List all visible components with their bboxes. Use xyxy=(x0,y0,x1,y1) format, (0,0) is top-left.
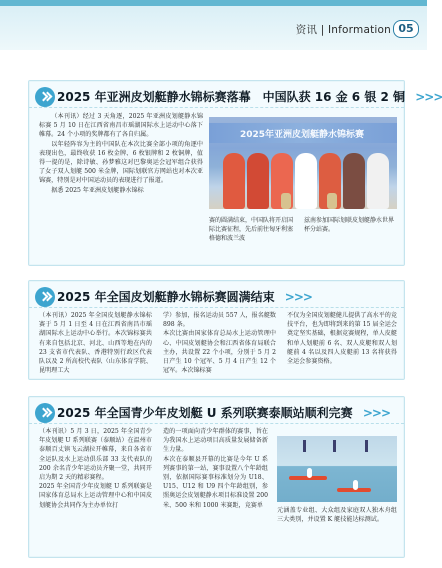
article-col-2: 学）参加，报名运动员 557 人，报名艇数 898 条。 本次比赛由国家体育总局水上运动管理中心、中国皮划艇协会和江西省体育局联合主办，共设置 22 个小项，分别于 5 月 2 日产生 10 个冠军、5 月 4 日产生 12 个冠军。本次锦标赛 xyxy=(163,312,277,375)
chevron-right-icon xyxy=(35,403,55,423)
article-header xyxy=(35,87,442,109)
article-header xyxy=(35,403,398,425)
trophy xyxy=(327,193,337,209)
athlete-figure xyxy=(247,153,269,209)
photo-banner-text: 2025年亚洲皮划艇静水锦标赛 xyxy=(239,130,365,140)
article-title-text: 2025 年全国青少年皮划艇 U 系列联赛泰顺站顺利完赛 xyxy=(57,406,353,420)
article-col-1: （本刊讯）5 月 3 日，2025 年全国青少年皮划艇 U 系列联赛（泰顺站）在温州市泰顺百丈镇飞云湖拉开帷幕，来自各省市全运队及水上运动俱乐部 33 支代表队的 200 余名青少年运动员齐聚一堂，共同开启为期 2 天的精彩赛程。 2025 年全国青少年皮划艇 U 系列联赛是国家体育总局水上运动管理中心和中国皮划艇协会共同作为主办单位打 xyxy=(39,428,152,509)
article-title-text: 2025 年亚洲皮划艇静水锦标赛落幕 中国队获 16 金 6 银 2 铜 xyxy=(57,90,406,104)
article-col-1: （本刊讯）2025 年全国皮划艇静水锦标赛于 5 月 1 日至 4 日在江西省南昌市瑶湖国际水上运动中心举行。本次锦标赛共有来自包括北京、河北、山西等地在内的 23 支省市代表队、香港特别行政区代表队以及 2 所高校代表队（山东体育学院、昆明理工大 xyxy=(39,312,152,375)
arrows-icon: >>> xyxy=(284,290,312,304)
article-title xyxy=(57,404,390,421)
flag xyxy=(333,440,336,452)
article-title xyxy=(57,88,442,105)
trophy xyxy=(281,193,291,209)
article-header xyxy=(35,287,398,309)
paragraph: 以年轻阵容为主的中国队在本次比赛全部小项的角逐中表现出色，最终收获 16 枚金牌、6 枚银牌和 2 枚铜牌，值得一提的是，除诗敏、孙梦雅这对巴黎奥运会冠军组合获得了女子双人划艇 500 米金牌，国际划联官方网站也对本次亚锦赛，特别是对中国运动员的表现进行了报道。 xyxy=(39,140,203,185)
article-card-national-championship xyxy=(28,280,405,380)
athlete-figure xyxy=(343,153,365,209)
flag xyxy=(365,440,368,452)
photo-caption-right: 兹南参加国际划联皮划艇静水世界杯分站赛。 xyxy=(304,217,395,233)
article-card-youth-u-series xyxy=(28,396,405,558)
divider xyxy=(29,307,404,308)
divider xyxy=(29,423,404,424)
race-photo xyxy=(277,436,397,502)
chevron-right-icon xyxy=(35,87,55,107)
header-accent-stripe xyxy=(0,0,427,6)
article-col-2: 造的一项面向青少年群体的赛事，旨在为我国水上运动项目高质量发展储备新生力量。 本次在泰顺县开幕的比赛是今年 U 系列赛事的第一站，赛事设置八个年龄组别，依据国际赛事标准划分为 U18、U15、U12 和 U9 四个年龄组别，参照奥运会皮划艇静水项目标准设置 200 米、500 米和 1000 米赛距，竞赛单 xyxy=(163,428,268,509)
arrows-icon: >>> xyxy=(362,406,391,420)
paragraph: （本刊讯）经过 3 天角逐，2025 年亚洲皮划艇静水锦标赛 5 月 10 日在江西省南昌市瑶湖国际水上运动中心落下帷幕。24 个小项的奖牌都有了各自归属。 xyxy=(39,113,203,139)
article-body xyxy=(39,112,203,195)
chevron-right-icon xyxy=(35,287,55,307)
arrows-icon: >>> xyxy=(415,90,442,104)
header-bar xyxy=(0,0,427,50)
athlete-figure xyxy=(353,480,358,490)
page-number-badge: 05 xyxy=(393,20,419,38)
article-title xyxy=(57,288,312,305)
athlete-figure xyxy=(367,153,389,209)
article-card-asian-championship xyxy=(28,80,442,266)
athlete-figure xyxy=(295,153,317,209)
article-col-3: 不仅为全国皮划艇健儿提供了高水平的竞技平台，也为即将到来的第 15 届全运会奠定坚实基础，根据竞赛规程，单人皮艇和单人划艇前 6 名、双人皮艇和双人划艇前 4 名以及四人皮艇前 13 名将获得全运会参赛资格。 xyxy=(287,312,397,366)
article-title-text: 2025 年全国皮划艇静水锦标赛圆满结束 xyxy=(57,290,275,304)
flag xyxy=(303,440,306,452)
photo-caption-left: 赛的圆满结束，中国队将开启国际比赛征程，先后前往匈牙利塞格德和波兰波 xyxy=(209,217,294,242)
divider xyxy=(29,107,404,108)
athlete-figure xyxy=(307,468,312,478)
podium-photo xyxy=(209,117,397,209)
article-col-3: 元涵盖专业组、大众组及家庭双人独木舟组三大类别，并设置 K 艇技能达标测试。 xyxy=(277,507,397,524)
paragraph: 据悉 2025 年亚洲皮划艇静水锦标 xyxy=(51,186,144,194)
athlete-figure xyxy=(223,153,245,209)
section-label: 资讯 | Information xyxy=(295,24,391,36)
